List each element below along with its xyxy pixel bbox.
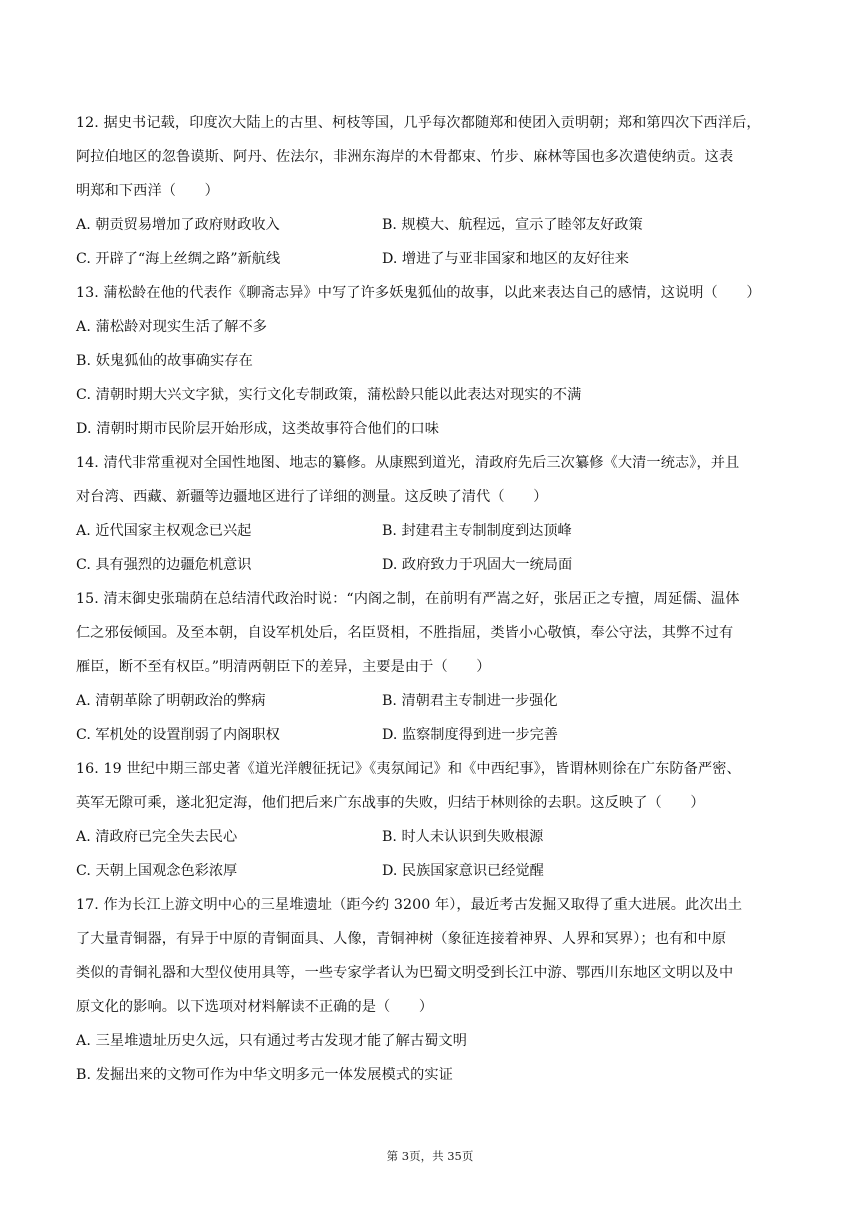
option-a: A. 清政府已完全失去民心	[76, 829, 238, 845]
option-row	[76, 684, 788, 718]
option-d: D. 民族国家意识已经觉醒	[382, 863, 544, 879]
question-stem-line: 15. 清末御史张瑞荫在总结清代政治时说：“内阁之制，在前明有严嵩之好，张居正之专擅，周延儒、温体	[76, 591, 740, 607]
option-b: B. 规模大、航程远，宣示了睦邻友好政策	[382, 217, 643, 233]
option-c: C. 天朝上国观念色彩浓厚	[76, 863, 238, 879]
question-15	[76, 582, 788, 752]
question-17	[76, 888, 788, 1092]
question-stem-line: 阿拉伯地区的忽鲁谟斯、阿丹、佐法尔，非洲东海岸的木骨都束、竹步、麻林等国也多次遣使纳贡。这表	[76, 149, 734, 165]
option-row	[76, 854, 788, 888]
option-a: A. 近代国家主权观念已兴起	[76, 523, 252, 539]
question-stem-line: 雁臣，断不至有权臣。”明清两朝臣下的差异，主要是由于（ ）	[76, 659, 491, 675]
question-stem-line: 仁之邪佞倾国。及至本朝，自设军机处后，名臣贤相，不胜指屈，类皆小心敬慎，奉公守法，其弊不过有	[76, 625, 734, 641]
option-row	[76, 208, 788, 242]
question-stem-line: 原文化的影响。以下选项对材料解读不正确的是（ ）	[76, 999, 434, 1015]
option-row	[76, 548, 788, 582]
option-a: A. 朝贡贸易增加了政府财政收入	[76, 217, 280, 233]
question-stem-line: 明郑和下西洋（ ）	[76, 183, 219, 199]
option-a: A. 蒲松龄对现实生活了解不多	[76, 319, 268, 335]
option-c: C. 清朝时期大兴文字狱，实行文化专制政策，蒲松龄只能以此表达对现实的不满	[76, 387, 582, 403]
option-b: B. 妖鬼狐仙的故事确实存在	[76, 353, 253, 369]
option-d: D. 监察制度得到进一步完善	[382, 727, 558, 743]
question-13	[76, 276, 788, 446]
question-stem-line: 了大量青铜器，有异于中原的青铜面具、人像，青铜神树（象征连接着神界、人界和冥界）；也有和中原	[76, 931, 727, 947]
question-stem-line: 14. 清代非常重视对全国性地图、地志的纂修。从康熙到道光，清政府先后三次纂修《大清一统志》，并且	[76, 455, 740, 471]
option-row	[76, 820, 788, 854]
option-c: C. 开辟了“海上丝绸之路”新航线	[76, 251, 281, 267]
option-b: B. 时人未认识到失败根源	[382, 829, 544, 845]
option-row	[76, 514, 788, 548]
page-footer: 第 3页，共 35页	[386, 1149, 474, 1163]
option-c: C. 军机处的设置削弱了内阁职权	[76, 727, 280, 743]
option-d: D. 政府致力于巩固大一统局面	[382, 557, 573, 573]
question-stem-line: 12. 据史书记载，印度次大陆上的古里、柯枝等国，几乎每次都随郑和使团入贡明朝；郑和第四次下西洋后，	[76, 115, 761, 131]
question-12	[76, 106, 788, 276]
question-stem-line: 17. 作为长江上游文明中心的三星堆遗址（距今约 3200 年），最近考古发掘又取得了重大进展。此次出土	[76, 897, 743, 913]
question-list	[76, 106, 788, 1092]
option-d: D. 清朝时期市民阶层开始形成，这类故事符合他们的口味	[76, 421, 440, 437]
option-row	[76, 242, 788, 276]
option-b: B. 发掘出来的文物可作为中华文明多元一体发展模式的实证	[76, 1067, 453, 1083]
question-16	[76, 752, 788, 888]
question-stem-line: 英军无隙可乘，遂北犯定海，他们把后来广东战事的失败，归结于林则徐的去职。这反映了（ ）	[76, 795, 705, 811]
question-stem-line: 对台湾、西藏、新疆等边疆地区进行了详细的测量。这反映了清代（ ）	[76, 489, 548, 505]
question-14	[76, 446, 788, 582]
option-a: A. 清朝革除了明朝政治的弊病	[76, 693, 266, 709]
question-stem-line: 16. 19 世纪中期三部史著《道光洋艘征抚记》《夷氛闻记》和《中西纪事》，皆谓林则徐在广东防备严密、	[76, 761, 741, 777]
question-stem-line: 13. 蒲松龄在他的代表作《聊斋志异》中写了许多妖鬼狐仙的故事，以此来表达自己的感情，这说明（ ）	[76, 285, 761, 301]
option-b: B. 清朝君主专制进一步强化	[382, 693, 558, 709]
option-b: B. 封建君主专制制度到达顶峰	[382, 523, 572, 539]
option-c: C. 具有强烈的边疆危机意识	[76, 557, 252, 573]
question-stem-line: 类似的青铜礼器和大型仪使用具等，一些专家学者认为巴蜀文明受到长江中游、鄂西川东地区文明以及中	[76, 965, 734, 981]
option-a: A. 三星堆遗址历史久远，只有通过考古发现才能了解古蜀文明	[76, 1033, 468, 1049]
option-row	[76, 718, 788, 752]
option-d: D. 增进了与亚非国家和地区的友好往来	[382, 251, 629, 267]
